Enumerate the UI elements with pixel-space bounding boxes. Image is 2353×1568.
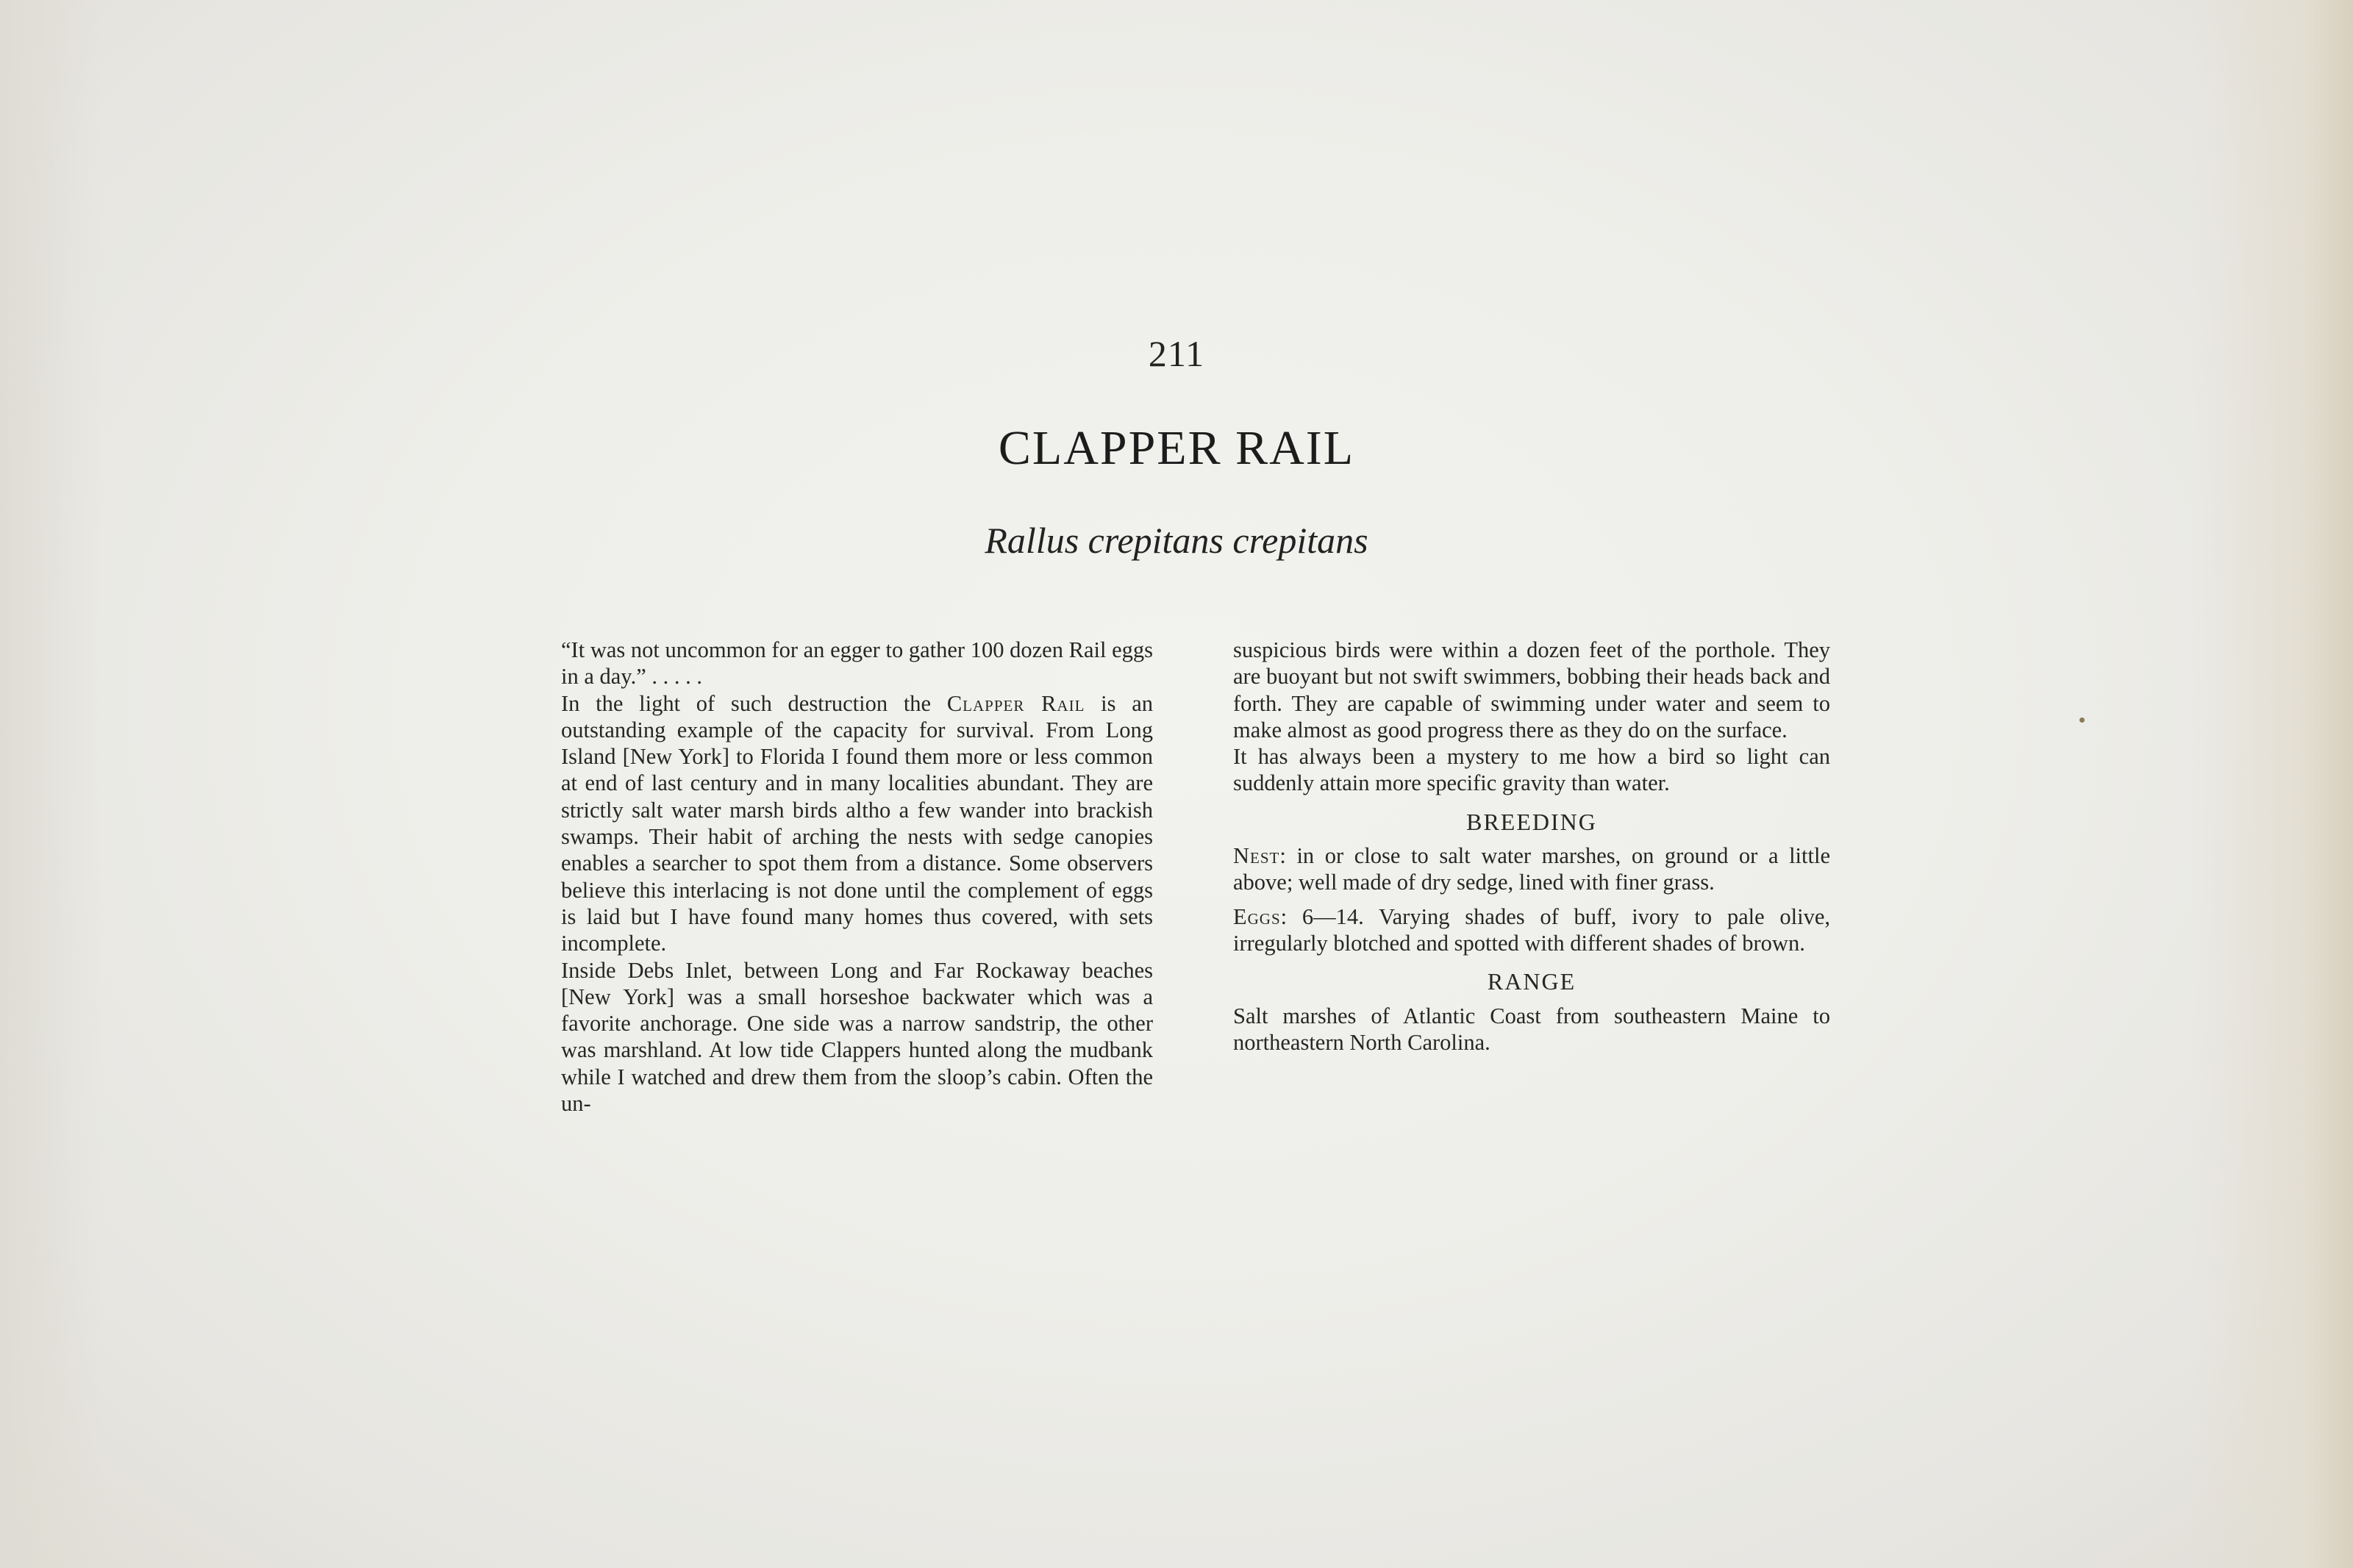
range-paragraph: Salt marshes of Atlantic Coast from southeastern Maine to northeastern North Carolina. — [1233, 1003, 1830, 1055]
scientific-name: Rallus crepitans crepitans — [985, 520, 1368, 561]
continued-paragraph: suspicious birds were within a dozen feet of the porthole. They are buoyant but not swift swimmers, bobbing their heads back and forth. They are capable of swimming under water and seem to make almost as good progress there as they do on the surface. — [1233, 637, 1830, 742]
right-column — [1233, 637, 1830, 1056]
nest-paragraph — [1233, 842, 1830, 896]
species-name-smallcaps: Clapper Rail — [946, 690, 1085, 716]
nest-label: Nest — [1233, 843, 1280, 869]
nest-text: : in or close to salt water marshes, on ground or a little above; well made of dry sedge, lined with finer grass. — [1233, 843, 1830, 895]
range-heading: RANGE — [1487, 968, 1577, 995]
intro-paragraph — [561, 690, 1153, 957]
intro-text-start: In the light of such destruction the — [561, 690, 947, 716]
quote-paragraph: “It was not uncommon for an egger to gather 100 dozen Rail eggs in a day.” . . . . . — [561, 637, 1153, 690]
mystery-paragraph: It has always been a mystery to me how a bird so light can suddenly attain more specific gravity than water. — [1233, 744, 1830, 796]
intro-text-end: is an outstanding example of the capacity for survival. From Long Island [New York] to Florida I found them more or less common at end of last century and in many localities abundant. They are strictly salt water marsh birds altho a few wander into brackish swamps. Their habit of arching the nests with sedge canopies enables a searcher to spot them from a distance. Some observers believe this interlacing is not done until the complement of eggs is laid but I have found many homes thus covered, with sets incomplete. — [561, 690, 1153, 956]
eggs-paragraph — [1233, 903, 1830, 957]
page-title: CLAPPER RAIL — [998, 421, 1355, 475]
page-number: 211 — [1148, 333, 1205, 374]
eggs-label: Eggs — [1233, 903, 1281, 929]
anchorage-paragraph: Inside Debs Inlet, between Long and Far Rockaway beaches [New York] was a small horseshoe backwater which was a favorite anchorage. One side was a narrow sandstrip, the other was marshland. At low tide Clappers hunted along the mudbank while I watched and drew them from the sloop’s cabin. Often the un- — [561, 957, 1153, 1117]
paper-edge-left — [0, 0, 103, 1568]
paper-speck — [2079, 717, 2085, 723]
eggs-text: : 6—14. Varying shades of buff, ivory to pale olive, irregularly blotched and spotted with different shades of brown. — [1233, 903, 1830, 956]
left-column — [561, 637, 1153, 1117]
breeding-heading: BREEDING — [1466, 808, 1597, 835]
paper-edge-right — [2191, 0, 2353, 1568]
